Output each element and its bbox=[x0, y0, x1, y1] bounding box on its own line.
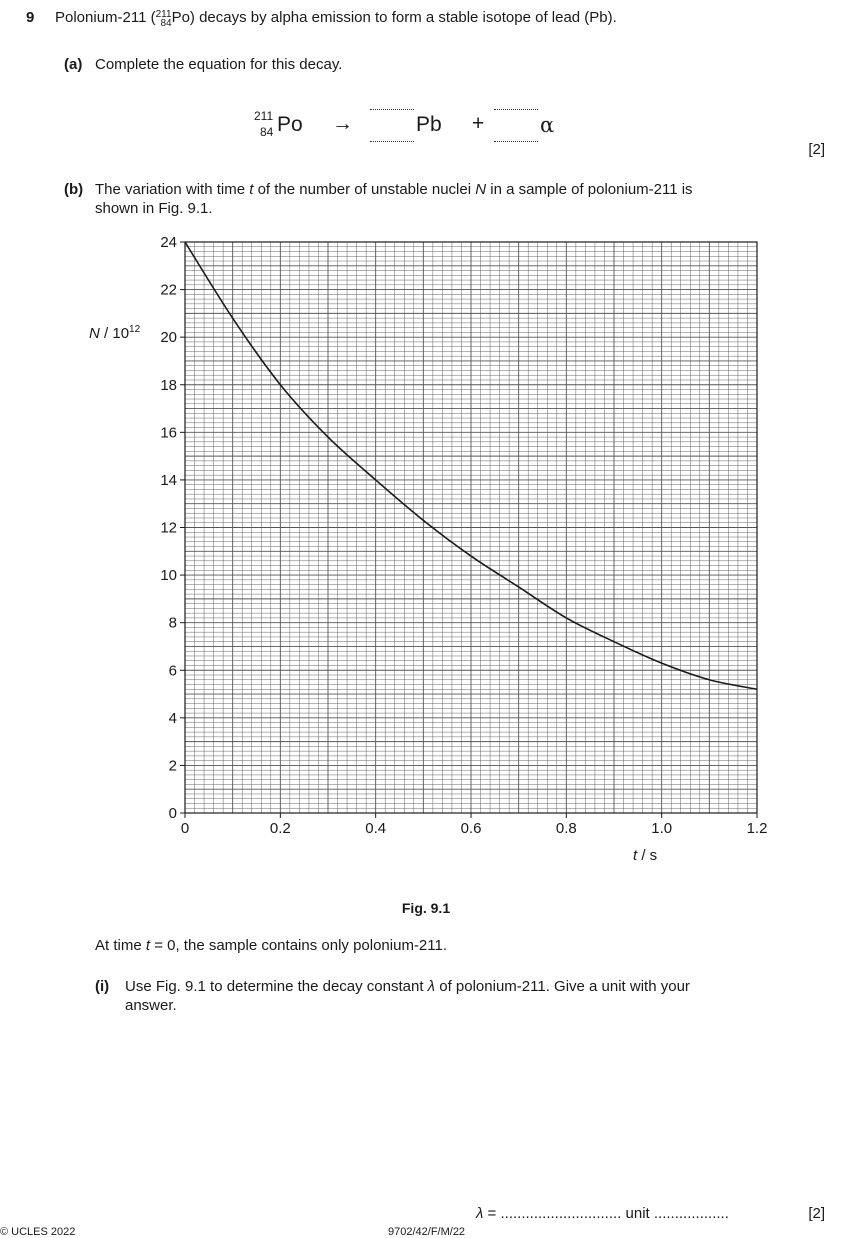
statement-var-t: t bbox=[145, 937, 151, 954]
statement-post: = 0, the sample contains only polonium-211. bbox=[150, 937, 448, 954]
part-b-statement bbox=[95, 937, 447, 954]
parent-symbol: Po bbox=[277, 113, 303, 136]
footer-copyright: © UCLES 2022 bbox=[0, 1226, 76, 1238]
figure-caption: Fig. 9.1 bbox=[401, 900, 451, 916]
part-bi-marks: [2] bbox=[808, 1205, 825, 1222]
part-b-text-pre: The variation with time bbox=[95, 181, 250, 198]
part-a-label: (a) bbox=[64, 56, 83, 73]
y-tick-label: 10 bbox=[160, 567, 177, 585]
part-bi-lambda: λ bbox=[427, 978, 436, 995]
y-tick-label: 0 bbox=[168, 805, 177, 822]
y-tick-label: 22 bbox=[160, 281, 177, 299]
y-tick-label: 16 bbox=[160, 424, 177, 442]
graph-grid bbox=[185, 242, 757, 813]
y-axis-unit: / 10 bbox=[99, 325, 130, 342]
x-tick-label: 0 bbox=[180, 820, 190, 837]
intro-pre: Polonium-211 ( bbox=[55, 9, 156, 26]
footer-paper-code: 9702/42/F/M/22 bbox=[388, 1226, 466, 1238]
part-bi-text-post: of polonium-211. Give a unit with your bbox=[435, 978, 690, 995]
y-axis-label bbox=[89, 324, 140, 342]
answer-lambda: λ bbox=[476, 1205, 484, 1222]
answer-line[interactable] bbox=[476, 1205, 729, 1222]
part-b-label: (b) bbox=[64, 181, 84, 198]
part-b-var-t: t bbox=[249, 181, 254, 198]
plus-sign: + bbox=[472, 112, 485, 135]
y-tick-label: 6 bbox=[168, 662, 177, 680]
y-tick-label: 12 bbox=[160, 519, 177, 537]
part-a-marks: [2] bbox=[808, 141, 825, 158]
intro-post: ) decays by alpha emission to form a stable isotope of lead (Pb). bbox=[189, 9, 617, 26]
intro-nucleus-symbol: Po bbox=[171, 9, 190, 26]
x-tick-label: 0.4 bbox=[365, 820, 387, 837]
part-b-text-line2: shown in Fig. 9.1. bbox=[95, 200, 213, 217]
x-axis-unit: / s bbox=[637, 847, 658, 864]
answer-blanks: = ............................. unit .................. bbox=[483, 1205, 729, 1222]
question-number: 9 bbox=[26, 9, 35, 26]
y-axis-var: N bbox=[89, 325, 100, 342]
x-tick-label: 0.6 bbox=[460, 820, 482, 837]
statement-pre: At time bbox=[95, 937, 146, 954]
x-tick-label: 0.8 bbox=[555, 820, 577, 837]
arrow: → bbox=[332, 112, 353, 135]
part-a-text: Complete the equation for this decay. bbox=[95, 56, 343, 73]
x-tick-label: 1.0 bbox=[651, 820, 673, 837]
y-tick-label: 20 bbox=[160, 329, 177, 347]
x-tick-label: 0.2 bbox=[269, 820, 291, 837]
y-tick-label: 2 bbox=[168, 757, 177, 775]
product-symbol: Pb bbox=[416, 113, 442, 136]
y-tick-label: 14 bbox=[160, 471, 177, 489]
parent-mass-number: 211 bbox=[254, 109, 274, 123]
y-tick-label: 24 bbox=[160, 234, 177, 251]
y-tick-label: 18 bbox=[160, 376, 177, 394]
x-axis-var: t bbox=[633, 847, 638, 864]
y-tick-label: 4 bbox=[168, 709, 177, 727]
alpha-symbol: α bbox=[540, 113, 555, 137]
part-b-var-n: N bbox=[475, 181, 487, 198]
part-b-text-post: in a sample of polonium-211 is bbox=[486, 181, 693, 198]
y-tick-label: 8 bbox=[168, 614, 177, 632]
part-bi-text-line1 bbox=[125, 978, 825, 995]
part-bi-text-line2: answer. bbox=[125, 997, 177, 1014]
part-b-text-mid: of the number of unstable nuclei bbox=[253, 181, 476, 198]
x-tick-label: 1.2 bbox=[746, 820, 768, 837]
x-axis-label bbox=[633, 847, 657, 864]
part-bi-label: (i) bbox=[95, 978, 110, 995]
parent-atomic-number: 84 bbox=[260, 125, 274, 139]
part-bi-text-pre: Use Fig. 9.1 to determine the decay constant bbox=[125, 978, 428, 995]
intro-atomic-number: 84 bbox=[160, 18, 172, 29]
y-axis-exponent: 12 bbox=[129, 324, 141, 335]
intro-mass-number: 211 bbox=[155, 9, 172, 20]
